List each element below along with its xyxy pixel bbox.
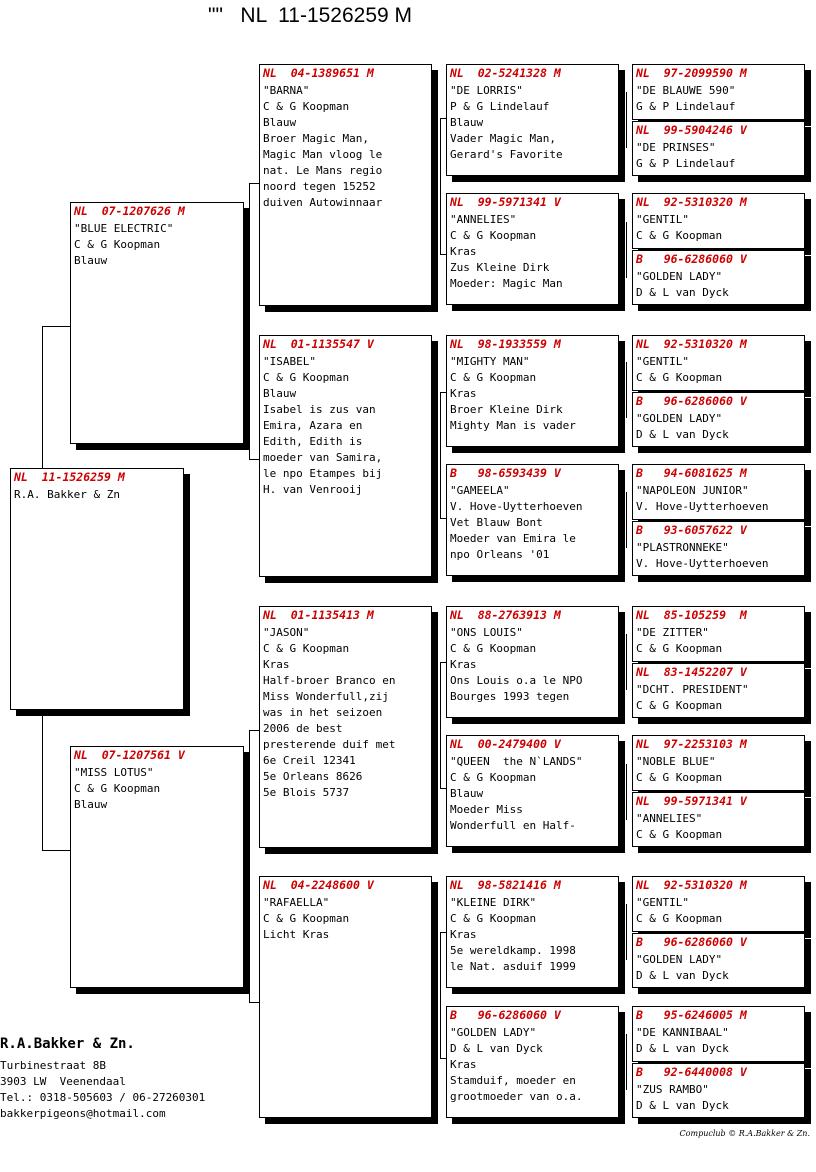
owner-phone: Tel.: 0318-505603 / 06-27260301	[0, 1091, 206, 1104]
owner-contact-block	[0, 1034, 205, 1122]
pigeon-name: "MISS LOTUS"	[74, 766, 154, 779]
pigeon-color: Blauw	[74, 798, 108, 811]
pigeon-name: "DE LORRIS"	[450, 84, 523, 97]
ring-number: NL 99-5904246 V	[636, 123, 747, 137]
pigeon-color: Kras	[450, 658, 477, 671]
pigeon-color: Blauw	[263, 116, 297, 129]
pigeon-name: "JASON"	[263, 626, 310, 639]
ring-number: NL 92-5310320 M	[636, 337, 747, 351]
pigeon-remark: Ons Louis o.a le NPO	[450, 674, 583, 687]
pigeon-card-g4[interactable]	[632, 335, 805, 391]
pigeon-card-g4[interactable]	[632, 121, 805, 176]
pigeon-color: Vet Blauw Bont	[450, 516, 543, 529]
pigeon-name: "GAMEELA"	[450, 484, 510, 497]
pigeon-name: "ANNELIES"	[450, 213, 517, 226]
pigeon-remark: Isabel is zus van	[263, 403, 376, 416]
pigeon-remark: H. van Venrooij	[263, 483, 363, 496]
pigeon-card-sire-sire[interactable]	[259, 64, 432, 306]
connector-line	[249, 1002, 259, 1003]
pigeon-breeder: C & G Koopman	[636, 642, 723, 655]
pigeon-card-g4[interactable]	[632, 1006, 805, 1062]
pigeon-name: "DE ZITTER"	[636, 626, 709, 639]
pigeon-name: "NAPOLEON JUNIOR"	[636, 484, 749, 497]
connector-line	[626, 92, 627, 148]
pigeon-card-sire[interactable]	[70, 202, 244, 444]
ring-number: NL 04-2248600 V	[263, 878, 374, 892]
ring-number: NL 01-1135413 M	[263, 608, 374, 622]
pigeon-name: "KLEINE DIRK"	[450, 896, 537, 909]
pigeon-card-g4[interactable]	[632, 193, 805, 249]
pigeon-remark: duiven Autowinnaar	[263, 196, 383, 209]
footer-credit: Compuclub © R.A.Bakker & Zn.	[679, 1129, 810, 1138]
pigeon-name: "GENTIL"	[636, 355, 689, 368]
connector-line	[249, 183, 250, 459]
pigeon-name: "GENTIL"	[636, 896, 689, 909]
pigeon-name: "PLASTRONNEKE"	[636, 541, 729, 554]
pigeon-remark: le npo Etampes bij	[263, 467, 383, 480]
connector-line	[249, 459, 259, 460]
pigeon-color: Blauw	[450, 787, 484, 800]
pigeon-name: "GENTIL"	[636, 213, 689, 226]
pigeon-remark: Magic Man vloog le	[263, 148, 383, 161]
pigeon-breeder: G & P Lindelauf	[636, 157, 736, 170]
pigeon-name: "ONS LOUIS"	[450, 626, 523, 639]
connector-line	[440, 392, 441, 518]
pigeon-name: "ZUS RAMBO"	[636, 1083, 709, 1096]
pigeon-card-great-grandparent[interactable]	[446, 193, 619, 305]
pigeon-card-g4[interactable]	[632, 933, 805, 988]
connector-line	[249, 730, 259, 731]
pigeon-remark: nat. Le Mans regio	[263, 164, 383, 177]
pigeon-breeder: D & L van Dyck	[636, 428, 729, 441]
pigeon-remark: 5e wereldkamp. 1998	[450, 944, 576, 957]
pigeon-breeder: C & G Koopman	[636, 828, 723, 841]
ring-number: B 96-6286060 V	[636, 935, 747, 949]
pigeon-breeder: D & L van Dyck	[450, 1042, 543, 1055]
pigeon-breeder: V. Hove-Uytterhoeven	[636, 557, 769, 570]
pigeon-card-sire-dam[interactable]	[259, 335, 432, 577]
pigeon-name: "DCHT. PRESIDENT"	[636, 683, 749, 696]
ring-number: NL 85-105259 M	[636, 608, 747, 622]
connector-line	[626, 362, 627, 418]
pigeon-card-great-grandparent[interactable]	[446, 1006, 619, 1118]
pigeon-remark: Moeder van Emira le	[450, 532, 576, 545]
pigeon-remark: moeder van Samira,	[263, 451, 383, 464]
pigeon-breeder: D & L van Dyck	[636, 286, 729, 299]
connector-line	[440, 662, 441, 788]
pigeon-remark: Mighty Man is vader	[450, 419, 576, 432]
pigeon-remark: Emira, Azara en	[263, 419, 363, 432]
pigeon-card-great-grandparent[interactable]	[446, 64, 619, 176]
pigeon-remark: 2006 de best	[263, 722, 343, 735]
pigeon-breeder: G & P Lindelauf	[636, 100, 736, 113]
pigeon-color: Blauw	[263, 387, 297, 400]
pigeon-name: "DE BLAUWE 590"	[636, 84, 736, 97]
connector-line	[440, 118, 441, 254]
connector-line	[626, 492, 627, 548]
connector-line	[626, 634, 627, 690]
ring-number: B 93-6057622 V	[636, 523, 747, 537]
pigeon-breeder: C & G Koopman	[263, 371, 350, 384]
pigeon-remark: Miss Wonderfull,zij	[263, 690, 389, 703]
ring-number: B 95-6246005 M	[636, 1008, 747, 1022]
ring-number: NL 97-2253103 M	[636, 737, 747, 751]
pigeon-breeder: C & G Koopman	[450, 642, 537, 655]
pigeon-name: "GOLDEN LADY"	[636, 412, 723, 425]
connector-line	[42, 850, 70, 851]
pigeon-owner: R.A. Bakker & Zn	[14, 488, 120, 501]
pigeon-remark: Broer Kleine Dirk	[450, 403, 563, 416]
pigeon-remark: 5e Blois 5737	[263, 786, 350, 799]
pigeon-name: "BLUE ELECTRIC"	[74, 222, 174, 235]
pigeon-breeder: C & G Koopman	[636, 371, 723, 384]
pigeon-color: Kras	[263, 658, 290, 671]
pigeon-breeder: D & L van Dyck	[636, 1042, 729, 1055]
pigeon-card-dam-dam[interactable]	[259, 876, 432, 1118]
pigeon-card-g4[interactable]	[632, 792, 805, 847]
ring-number: B 98-6593439 V	[450, 466, 561, 480]
pigeon-remark: Moeder Miss	[450, 803, 523, 816]
pigeon-card-g4[interactable]	[632, 392, 805, 447]
pigeon-breeder: V. Hove-Uytterhoeven	[450, 500, 583, 513]
ring-number: NL 92-5310320 M	[636, 878, 747, 892]
pigeon-card-great-grandparent[interactable]	[446, 606, 619, 718]
pigeon-breeder: C & G Koopman	[450, 229, 537, 242]
pigeon-color: Kras	[450, 1058, 477, 1071]
connector-line	[626, 1034, 627, 1090]
ring-number: B 94-6081625 M	[636, 466, 747, 480]
pigeon-name: "GOLDEN LADY"	[450, 1026, 537, 1039]
pigeon-breeder: C & G Koopman	[450, 771, 537, 784]
pigeon-breeder: C & G Koopman	[74, 782, 161, 795]
ring-number: NL 99-5971341 V	[636, 794, 747, 808]
pigeon-color: Kras	[450, 387, 477, 400]
pigeon-card-great-grandparent[interactable]	[446, 464, 619, 576]
ring-number: NL 02-5241328 M	[450, 66, 561, 80]
pigeon-remark: npo Orleans '01	[450, 548, 550, 561]
ring-number: NL 99-5971341 V	[450, 195, 561, 209]
pigeon-remark: Stamduif, moeder en	[450, 1074, 576, 1087]
connector-line	[249, 183, 259, 184]
pigeon-card-subject[interactable]	[10, 468, 184, 710]
connector-line	[42, 326, 43, 470]
pigeon-card-great-grandparent[interactable]	[446, 335, 619, 447]
pigeon-card-dam[interactable]	[70, 746, 244, 988]
connector-line	[626, 764, 627, 820]
pigeon-breeder: C & G Koopman	[263, 642, 350, 655]
pigeon-color: Kras	[450, 245, 477, 258]
pigeon-remark: Half-broer Branco en	[263, 674, 396, 687]
pigeon-remark: Wonderfull en Half-	[450, 819, 576, 832]
pigeon-breeder: C & G Koopman	[450, 912, 537, 925]
connector-line	[626, 222, 627, 278]
pigeon-remark: noord tegen 15252	[263, 180, 376, 193]
ring-number: NL 00-2479400 V	[450, 737, 561, 751]
pigeon-name: "MIGHTY MAN"	[450, 355, 530, 368]
ring-number: NL 01-1135547 V	[263, 337, 374, 351]
ring-number: NL 98-1933559 M	[450, 337, 561, 351]
pigeon-name: "ISABEL"	[263, 355, 316, 368]
pigeon-breeder: C & G Koopman	[636, 771, 723, 784]
pigeon-card-great-grandparent[interactable]	[446, 876, 619, 988]
pigeon-remark: Vader Magic Man,	[450, 132, 556, 145]
owner-city: 3903 LW Veenendaal	[0, 1075, 126, 1088]
pigeon-name: "RAFAELLA"	[263, 896, 330, 909]
pigeon-color: Kras	[450, 928, 477, 941]
pigeon-breeder: V. Hove-Uytterhoeven	[636, 500, 769, 513]
ring-number: NL 04-1389651 M	[263, 66, 374, 80]
ring-number: NL 07-1207561 V	[74, 748, 185, 762]
pigeon-breeder: D & L van Dyck	[636, 1099, 729, 1112]
pigeon-card-g4[interactable]	[632, 1063, 805, 1118]
pigeon-remark: Gerard's Favorite	[450, 148, 563, 161]
pigeon-name: "NOBLE BLUE"	[636, 755, 716, 768]
ring-number: B 92-6440008 V	[636, 1065, 747, 1079]
pigeon-remark: Moeder: Magic Man	[450, 277, 563, 290]
ring-number: NL 88-2763913 M	[450, 608, 561, 622]
ring-number: NL 98-5821416 M	[450, 878, 561, 892]
pigeon-breeder: C & G Koopman	[74, 238, 161, 251]
ring-number: B 96-6286060 V	[636, 394, 747, 408]
pigeon-card-great-grandparent[interactable]	[446, 735, 619, 847]
pigeon-breeder: C & G Koopman	[263, 100, 350, 113]
connector-line	[440, 932, 441, 1058]
pigeon-remark: Edith, Edith is	[263, 435, 363, 448]
owner-name: R.A.Bakker & Zn.	[0, 1036, 135, 1052]
ring-number: NL 92-5310320 M	[636, 195, 747, 209]
pigeon-name: "GOLDEN LADY"	[636, 270, 723, 283]
connector-line	[42, 708, 43, 850]
pigeon-card-g4[interactable]	[632, 735, 805, 791]
pigeon-remark: was in het seizoen	[263, 706, 383, 719]
owner-address: Turbinestraat 8B	[0, 1059, 106, 1072]
pigeon-remark: Zus Kleine Dirk	[450, 261, 550, 274]
connector-line	[249, 730, 250, 1002]
ring-number: NL 83-1452207 V	[636, 665, 747, 679]
pigeon-breeder: C & G Koopman	[636, 912, 723, 925]
pigeon-remark: le Nat. asduif 1999	[450, 960, 576, 973]
connector-line	[626, 904, 627, 960]
pigeon-breeder: C & G Koopman	[636, 229, 723, 242]
pedigree-title: "" NL 11-1526259 M	[208, 4, 413, 27]
pigeon-breeder: C & G Koopman	[636, 699, 723, 712]
pigeon-card-g4[interactable]	[632, 250, 805, 305]
pigeon-card-g4[interactable]	[632, 876, 805, 932]
pigeon-breeder: P & G Lindelauf	[450, 100, 550, 113]
pigeon-remark: 6e Creil 12341	[263, 754, 356, 767]
connector-line	[42, 326, 70, 327]
pigeon-breeder: C & G Koopman	[450, 371, 537, 384]
pigeon-name: "GOLDEN LADY"	[636, 953, 723, 966]
pigeon-card-g4[interactable]	[632, 606, 805, 662]
ring-number: NL 97-2099590 M	[636, 66, 747, 80]
pigeon-card-g4[interactable]	[632, 464, 805, 520]
pigeon-card-g4[interactable]	[632, 64, 805, 120]
pigeon-name: "DE KANNIBAAL"	[636, 1026, 729, 1039]
pigeon-card-g4[interactable]	[632, 663, 805, 718]
owner-email[interactable]: bakkerpigeons@hotmail.com	[0, 1107, 166, 1120]
pigeon-breeder: C & G Koopman	[263, 912, 350, 925]
pigeon-remark: presterende duif met	[263, 738, 396, 751]
pigeon-remark: Bourges 1993 tegen	[450, 690, 570, 703]
ring-number: B 96-6286060 V	[636, 252, 747, 266]
pigeon-color: Licht Kras	[263, 928, 330, 941]
pigeon-card-g4[interactable]	[632, 521, 805, 576]
pigeon-remark: 5e Orleans 8626	[263, 770, 363, 783]
ring-number: NL 07-1207626 M	[74, 204, 185, 218]
ring-number: NL 11-1526259 M	[14, 470, 125, 484]
pigeon-name: "QUEEN the N`LANDS"	[450, 755, 583, 768]
pigeon-name: "DE PRINSES"	[636, 141, 716, 154]
pigeon-remark: grootmoeder van o.a.	[450, 1090, 583, 1103]
pigeon-remark: Broer Magic Man,	[263, 132, 369, 145]
pigeon-card-dam-sire[interactable]	[259, 606, 432, 848]
pigeon-color: Blauw	[450, 116, 484, 129]
pigeon-breeder: D & L van Dyck	[636, 969, 729, 982]
ring-number: B 96-6286060 V	[450, 1008, 561, 1022]
pigeon-color: Blauw	[74, 254, 108, 267]
pigeon-name: "BARNA"	[263, 84, 310, 97]
pigeon-name: "ANNELIES"	[636, 812, 703, 825]
